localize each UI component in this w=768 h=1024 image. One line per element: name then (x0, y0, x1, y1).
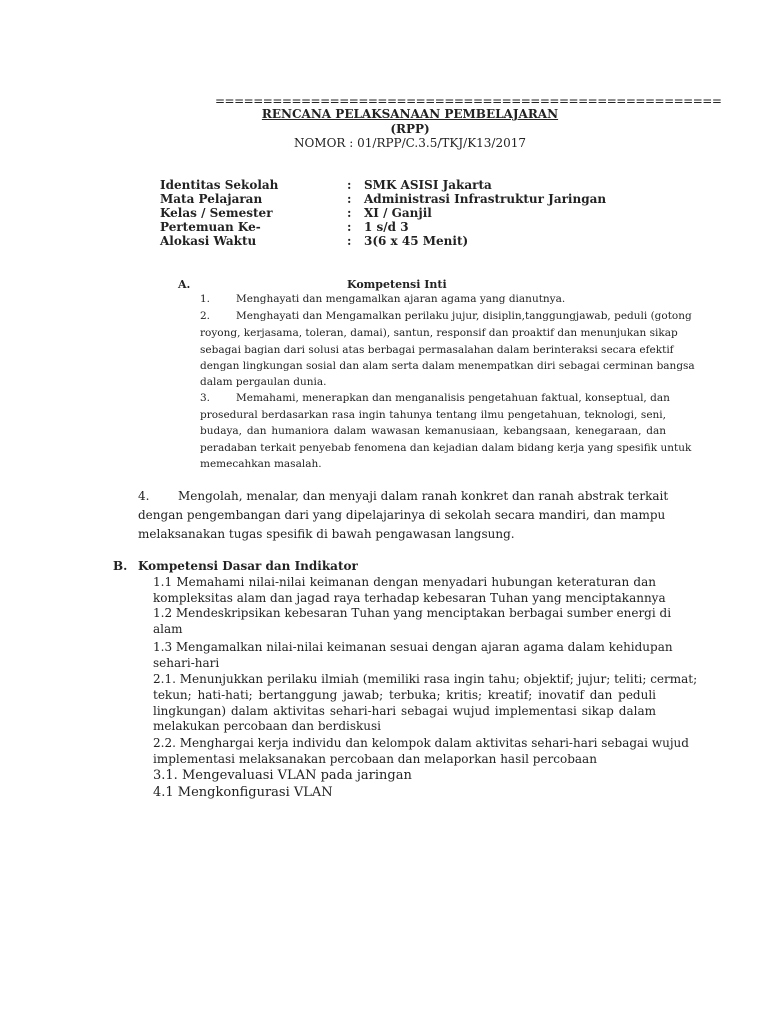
ki-text-line: budaya, dan humaniora dalam wawasan kemanusiaan, kebangsaan, kenegaraan, dan (200, 425, 666, 437)
kd-text-line: sehari-hari (153, 656, 220, 670)
kd-text-line: 1.3 Mengamalkan nilai-nilai keimanan sesuai dengan ajaran agama dalam kehidupan (153, 640, 673, 654)
identity-colon: : (347, 234, 352, 248)
section-b-letter: B. (113, 559, 128, 573)
identity-colon: : (347, 178, 352, 192)
kd-text-line: kompleksitas alam dan jagad raya terhadap kebesaran Tuhan yang menciptakannya (153, 591, 666, 605)
identity-label: Mata Pelajaran (160, 192, 263, 206)
ki-text-line: dengan pengembangan dari yang dipelajarinya di sekolah secara mandiri, dan mampu (138, 508, 666, 522)
ki-text-line: royong, kerjasama, toleran, damai), santun, responsif dan proaktif dan menunjukan sikap (200, 327, 678, 339)
ki-text-line: prosedural berdasarkan rasa ingin tahunya tentang ilmu pengetahuan, teknologi, seni, (200, 409, 666, 421)
kd-text-line: 1.1 Memahami nilai-nilai keimanan dengan menyadari hubungan keteraturan dan (153, 575, 656, 589)
kd-text-line: tekun; hati-hati; bertanggung jawab; terbuka; kritis; kreatif; inovatif dan peduli (153, 688, 656, 702)
identity-value: 1 s/d 3 (364, 220, 409, 234)
identity-value: SMK ASISI Jakarta (364, 178, 492, 192)
identity-colon: : (347, 192, 352, 206)
identity-colon: : (347, 220, 352, 234)
identity-colon: : (347, 206, 352, 220)
ki-text-line: melaksanakan tugas spesifik di bawah pengawasan langsung. (138, 527, 515, 541)
ki-number: 4. (138, 489, 150, 503)
kd-text-line: 2.2. Menghargai kerja individu dan kelompok dalam aktivitas sehari-hari sebagai wujud (153, 736, 689, 750)
ki-text-line: Mengolah, menalar, dan menyaji dalam ranah konkret dan ranah abstrak terkait (178, 489, 669, 503)
ki-text-line: sebagai bagian dari solusi atas berbagai permasalahan dalam berinteraksi secara efektif (200, 344, 674, 356)
kd-text-line: 2.1. Menunjukkan perilaku ilmiah (memiliki rasa ingin tahu; objektif; jujur; teliti; cermat; (153, 672, 698, 686)
ki-text-line: Memahami, menerapkan dan menganalisis pengetahuan faktual, konseptual, dan (236, 392, 670, 404)
ki-text-line: peradaban terkait penyebab fenomena dan kejadian dalam bidang kerja yang spesifik untuk (200, 442, 692, 454)
ki-text-line: memecahkan masalah. (200, 458, 322, 470)
header-separator: ===================================================== (215, 94, 722, 108)
ki-text-line: Menghayati dan mengamalkan ajaran agama yang dianutnya. (236, 293, 566, 305)
section-b-title: Kompetensi Dasar dan Indikator (138, 559, 358, 573)
ki-text-line: dalam pergaulan dunia. (200, 376, 327, 388)
ki-number: 3. (200, 392, 211, 404)
identity-value: 3(6 x 45 Menit) (364, 234, 469, 248)
ki-number: 1. (200, 293, 211, 305)
identity-label: Identitas Sekolah (160, 178, 279, 192)
section-a-title: Kompetensi Inti (347, 278, 447, 291)
ki-text-line: dengan lingkungan sosial dan alam serta dalam menempatkan diri sebagai cerminan bangsa (200, 360, 695, 372)
kd-text-line: alam (153, 622, 183, 636)
section-a-letter: A. (178, 278, 191, 291)
kd-text-line: implementasi melaksanakan percobaan dan melaporkan hasil percobaan (153, 752, 597, 766)
kd-text-line: 1.2 Mendeskripsikan kebesaran Tuhan yang menciptakan berbagai sumber energi di (153, 606, 672, 620)
ki-number: 2. (200, 310, 211, 322)
ki-text-line: Menghayati dan Mengamalkan perilaku jujur, disiplin,tanggungjawab, peduli (gotong (236, 310, 692, 322)
identity-value: XI / Ganjil (364, 206, 432, 220)
document-number: NOMOR : 01/RPP/C.3.5/TKJ/K13/2017 (293, 136, 527, 150)
identity-value: Administrasi Infrastruktur Jaringan (364, 192, 607, 206)
document-subtitle: (RPP) (390, 122, 430, 136)
kd-text-line: melakukan percobaan dan berdiskusi (153, 719, 382, 733)
kd-text-line: 3.1. Mengevaluasi VLAN pada jaringan (153, 768, 412, 783)
identity-label: Alokasi Waktu (160, 234, 257, 248)
document-title: RENCANA PELAKSANAAN PEMBELAJARAN (261, 107, 559, 121)
kd-text-line: 4.1 Mengkonfigurasi VLAN (153, 785, 333, 800)
identity-label: Pertemuan Ke- (160, 220, 261, 234)
identity-label: Kelas / Semester (160, 206, 273, 220)
kd-text-line: lingkungan) dalam aktivitas sehari-hari sebagai wujud implementasi sikap dalam (153, 704, 656, 718)
